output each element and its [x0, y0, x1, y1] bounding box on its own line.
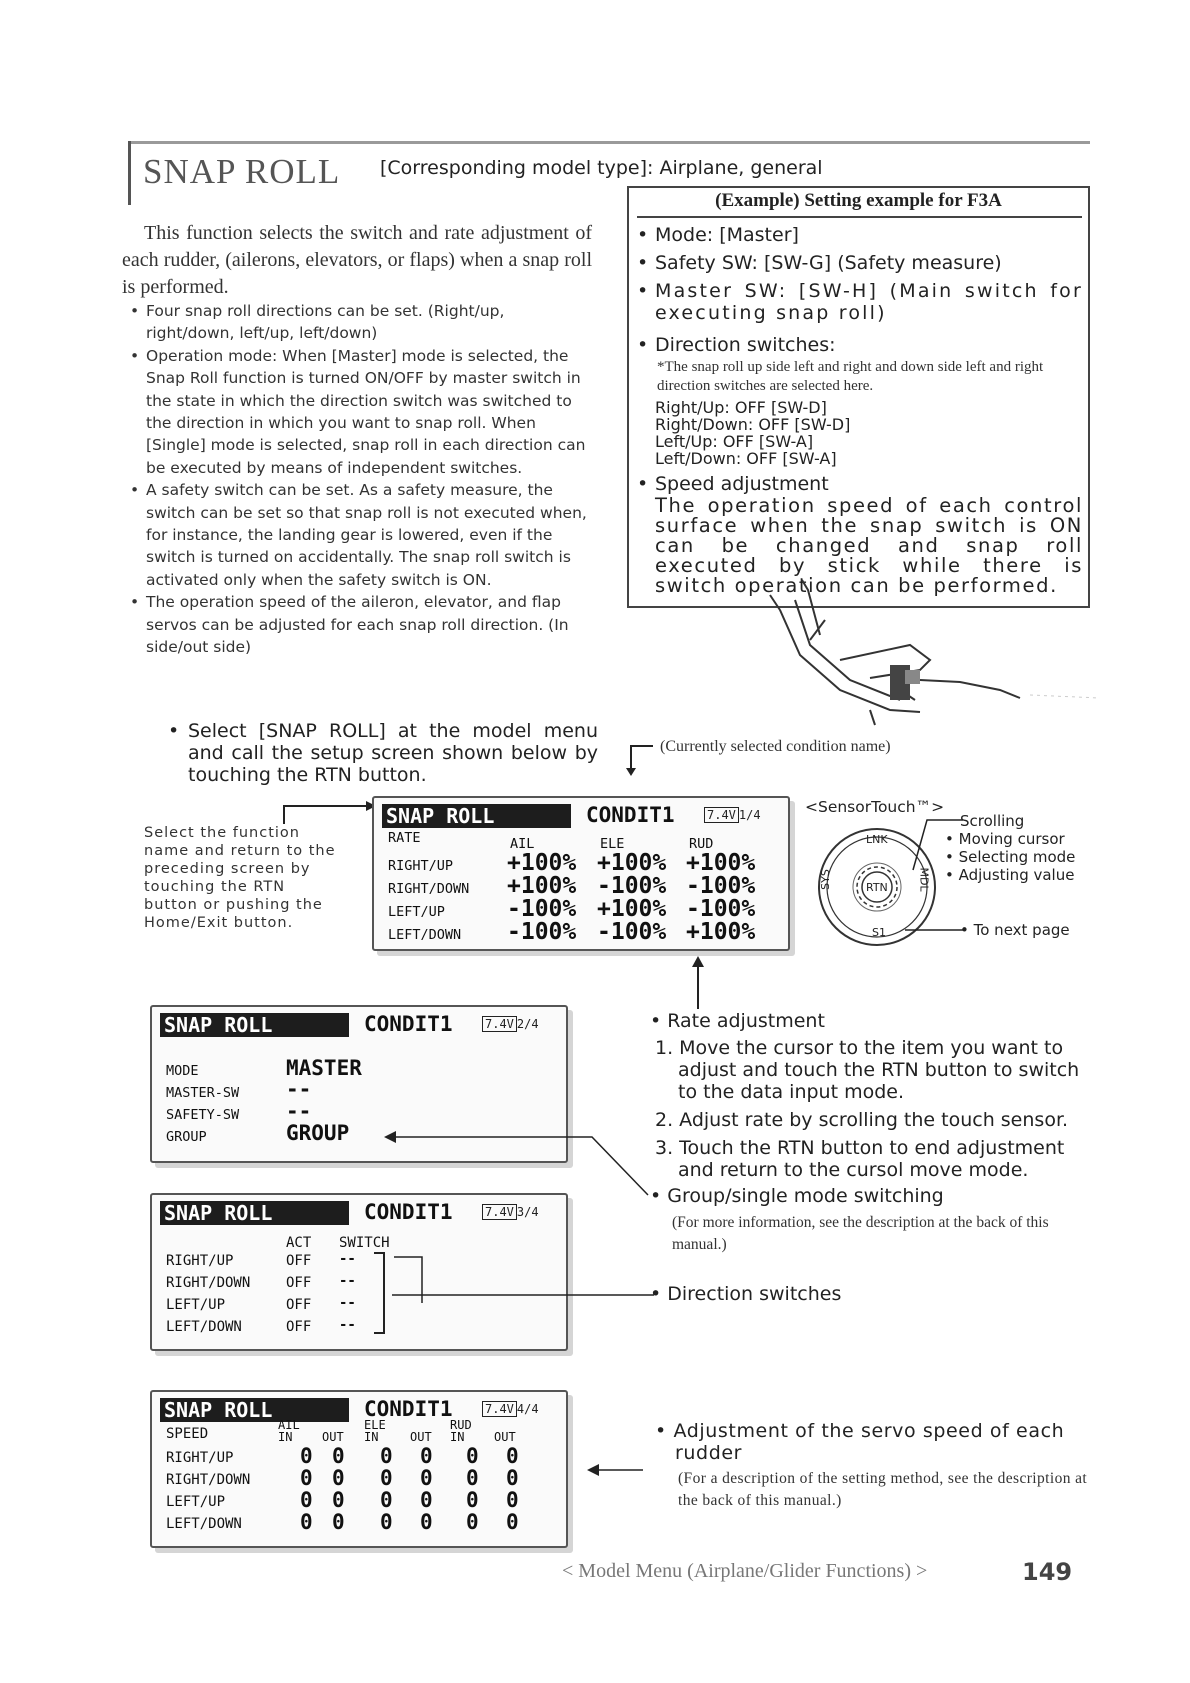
- scroll-item: • Moving cursor: [945, 830, 1065, 848]
- sys-key[interactable]: SYS: [818, 869, 832, 890]
- row-label: SAFETY-SW: [166, 1107, 240, 1123]
- direction-arrow: [392, 1255, 657, 1305]
- row-label: LEFT/DOWN: [388, 927, 462, 943]
- speed-value[interactable]: 0: [380, 1466, 393, 1490]
- rate-value[interactable]: +100%: [507, 873, 577, 899]
- in-header: IN: [278, 1430, 293, 1444]
- intro-lead: This function selects the switch and rate adjustment of each rudder, (ailerons, elevators, or flaps) when a snap roll is performed.: [122, 222, 592, 298]
- screen-title: SNAP ROLL: [160, 1201, 349, 1225]
- speed-value[interactable]: 0: [466, 1444, 479, 1468]
- rate-adjust-text: Rate adjustment: [667, 1010, 825, 1032]
- in-header: IN: [364, 1430, 379, 1444]
- rate-value[interactable]: +100%: [507, 850, 577, 876]
- switch-value[interactable]: --: [339, 1273, 356, 1289]
- footer-section: < Model Menu (Airplane/Glider Functions) >: [562, 1560, 928, 1582]
- row-label: LEFT/DOWN: [166, 1516, 242, 1532]
- out-header: OUT: [494, 1430, 516, 1444]
- example-dir-line: Left/Up: OFF [SW-A]: [655, 432, 814, 451]
- rate-value[interactable]: -100%: [507, 919, 577, 945]
- example-box: [627, 186, 1090, 608]
- example-dir-line: Left/Down: OFF [SW-A]: [655, 449, 837, 468]
- rate-value[interactable]: -100%: [597, 919, 667, 945]
- speed-value[interactable]: 0: [420, 1466, 433, 1490]
- s1-key[interactable]: S1: [872, 926, 886, 939]
- cond-name-note: (Currently selected condition name): [660, 738, 891, 755]
- rate-value[interactable]: -100%: [507, 896, 577, 922]
- lnk-key[interactable]: LNK: [866, 833, 888, 846]
- servo-note: (For a description of the setting method, see the description at the back of this manual.): [678, 1470, 1088, 1509]
- battery-indicator: [482, 1017, 539, 1031]
- scrolling-label: Scrolling: [960, 812, 1025, 830]
- col-header: AIL: [510, 836, 535, 852]
- scroll-item: • Adjusting value: [945, 866, 1075, 884]
- example-direction: • Direction switches:: [637, 334, 1083, 356]
- example-safety: • Safety SW: [SW-G] (Safety measure): [637, 252, 1083, 274]
- speed-value[interactable]: 0: [300, 1488, 313, 1512]
- switch-value[interactable]: --: [339, 1317, 356, 1333]
- example-title: (Example) Setting example for F3A: [715, 190, 1002, 211]
- rate-value[interactable]: -100%: [597, 873, 667, 899]
- servo-speed-arrow: [585, 1460, 645, 1480]
- rate-value[interactable]: -100%: [686, 896, 756, 922]
- speed-value[interactable]: 0: [506, 1488, 519, 1512]
- row-label: RIGHT/DOWN: [388, 881, 470, 897]
- rtn-key[interactable]: RTN: [866, 881, 888, 894]
- speed-value[interactable]: 0: [506, 1466, 519, 1490]
- page-indicator: 3/4: [516, 1205, 539, 1219]
- next-page-line: [905, 920, 965, 940]
- bullet-item: • A safety switch can be set. As a safety measure, the switch can be set so that snap roll is not executed when, for instance, the landing gear is lowered, even if the switch is turned on accidentally. The snap roll switch is activated only when the safety switch is ON.: [128, 479, 590, 591]
- rate-value[interactable]: -100%: [686, 873, 756, 899]
- master-sw-value[interactable]: --: [286, 1077, 312, 1101]
- servo-speed-note: • Adjustment of the servo speed of each rudder: [655, 1420, 1065, 1464]
- speed-value[interactable]: 0: [332, 1444, 345, 1468]
- speed-value[interactable]: 0: [420, 1510, 433, 1534]
- screen-title: SNAP ROLL: [160, 1013, 349, 1037]
- speed-value[interactable]: 0: [380, 1488, 393, 1512]
- act-value[interactable]: OFF: [286, 1253, 312, 1269]
- rate-value[interactable]: +100%: [597, 850, 667, 876]
- select-function-note: [144, 824, 344, 932]
- row-label: LEFT/DOWN: [166, 1319, 242, 1335]
- switch-value[interactable]: --: [339, 1295, 356, 1311]
- select-function-text: Select the function name and return to the preceding screen by touching the RTN button or pushing the Home/Exit button.: [144, 825, 336, 931]
- next-page-note: • To next page: [960, 921, 1070, 939]
- speed-value[interactable]: 0: [420, 1444, 433, 1468]
- speed-label: SPEED: [166, 1426, 209, 1442]
- row-label: RIGHT/DOWN: [166, 1472, 251, 1488]
- page-indicator: 1/4: [738, 808, 761, 822]
- function-arrow: [280, 798, 380, 828]
- feature-bullets: [128, 300, 590, 659]
- rate-value[interactable]: +100%: [597, 896, 667, 922]
- scroll-item-text: Adjusting value: [958, 866, 1075, 884]
- intro-text: [122, 220, 592, 301]
- scroll-item-text: Moving cursor: [958, 830, 1065, 848]
- switch-bracket: [374, 1251, 394, 1336]
- out-header: OUT: [322, 1430, 344, 1444]
- page-indicator: 2/4: [516, 1017, 539, 1031]
- battery-indicator: [482, 1205, 539, 1219]
- rate-step: 1. Move the cursor to the item you want to adjust and touch the RTN button to switch to the data input mode.: [655, 1037, 1080, 1103]
- act-value[interactable]: OFF: [286, 1297, 312, 1313]
- example-master: • Master SW: [SW-H] (Main switch for executing snap roll): [637, 280, 1083, 324]
- rate-label: RATE: [388, 830, 421, 846]
- direction-switches-note: • Direction switches: [650, 1283, 842, 1305]
- row-label: RIGHT/UP: [166, 1450, 234, 1466]
- row-label: RIGHT/DOWN: [166, 1275, 251, 1291]
- speed-value[interactable]: 0: [466, 1466, 479, 1490]
- bullet-item: • Operation mode: When [Master] mode is selected, the Snap Roll function is turned ON/OFF by master switch in the state in which the direction switch was switched to the direction in which you want to snap roll. When [Single] mode is selected, snap roll in each direction can be executed by means of independent switches.: [128, 345, 590, 479]
- speed-value[interactable]: 0: [466, 1488, 479, 1512]
- model-type-text: [Corresponding model type]: Airplane, general: [380, 157, 823, 179]
- example-speed: • Speed adjustment: [637, 473, 1083, 495]
- rate-value[interactable]: +100%: [686, 919, 756, 945]
- scroll-items: [945, 830, 1075, 884]
- safety-sw-value[interactable]: --: [286, 1099, 312, 1123]
- speed-value[interactable]: 0: [380, 1510, 393, 1534]
- scroll-item: • Selecting mode: [945, 848, 1076, 866]
- row-label: MODE: [166, 1063, 199, 1079]
- example-dir-line: Right/Down: OFF [SW-D]: [655, 415, 851, 434]
- group-note: (For more information, see the description at the back of this manual.): [672, 1214, 1049, 1253]
- next-page-text: To next page: [973, 921, 1070, 939]
- col-header: SWITCH: [339, 1235, 390, 1251]
- condition-name: CONDIT1: [364, 1397, 453, 1421]
- rate-adjust-note: • Rate adjustment: [650, 1010, 825, 1032]
- rate-step: 2. Adjust rate by scrolling the touch sensor.: [655, 1109, 1069, 1131]
- rate-arrow: [688, 955, 708, 1010]
- bullet-item: • The operation speed of the aileron, elevator, and flap servos can be adjusted for each snap roll direction. (In side/out side): [128, 591, 590, 658]
- mdl-key[interactable]: MDL: [917, 867, 931, 892]
- group-single-text: Group/single mode switching: [667, 1185, 944, 1207]
- row-label: GROUP: [166, 1129, 207, 1145]
- row-label: LEFT/UP: [166, 1297, 226, 1313]
- row-label: LEFT/UP: [388, 904, 445, 920]
- rate-value[interactable]: +100%: [686, 850, 756, 876]
- speed-value[interactable]: 0: [380, 1444, 393, 1468]
- speed-value[interactable]: 0: [332, 1466, 345, 1490]
- battery-indicator: [482, 1402, 539, 1416]
- scroll-item-text: Selecting mode: [958, 848, 1076, 866]
- example-mode: • Mode: [Master]: [637, 224, 1083, 246]
- airplane-illustration: [740, 570, 1120, 730]
- rate-step: 3. Touch the RTN button to end adjustment and return to the cursol move mode.: [655, 1137, 1065, 1181]
- group-single-note: • Group/single mode switching: [650, 1185, 944, 1207]
- battery-voltage: 7.4V: [482, 1401, 517, 1417]
- row-label: RIGHT/UP: [166, 1253, 234, 1269]
- row-label: RIGHT/UP: [388, 858, 454, 874]
- screen-title: SNAP ROLL: [382, 804, 571, 828]
- speed-value[interactable]: 0: [300, 1444, 313, 1468]
- in-header: IN: [450, 1430, 465, 1444]
- rate-steps: [655, 1037, 1095, 1181]
- battery-indicator: [704, 808, 761, 822]
- group-header: RUD: [450, 1418, 472, 1432]
- speed-value[interactable]: 0: [420, 1488, 433, 1512]
- speed-value[interactable]: 0: [466, 1510, 479, 1534]
- speed-value[interactable]: 0: [300, 1466, 313, 1490]
- condition-name: CONDIT1: [364, 1200, 453, 1224]
- switch-value[interactable]: --: [339, 1251, 356, 1267]
- out-header: OUT: [410, 1430, 432, 1444]
- page-number: 149: [1022, 1558, 1073, 1586]
- row-label: MASTER-SW: [166, 1085, 240, 1101]
- direction-switches-text: Direction switches: [667, 1283, 842, 1305]
- act-value[interactable]: OFF: [286, 1319, 312, 1335]
- speed-value[interactable]: 0: [332, 1488, 345, 1512]
- example-speed-desc: The operation speed of each control surface when the snap switch is ON can be changed and snap roll executed by stick while there is switch operation can be performed.: [655, 494, 1083, 597]
- condition-name: CONDIT1: [586, 803, 675, 827]
- battery-voltage: 7.4V: [482, 1204, 517, 1220]
- col-header: ACT: [286, 1235, 312, 1251]
- speed-value[interactable]: 0: [332, 1510, 345, 1534]
- col-header: ELE: [600, 836, 625, 852]
- group-header: ELE: [364, 1418, 386, 1432]
- col-header: RUD: [689, 836, 714, 852]
- group-value[interactable]: GROUP: [286, 1121, 350, 1145]
- group-header: AIL: [278, 1418, 300, 1432]
- bullet-item: • Four snap roll directions can be set. (Right/up, right/down, left/up, left/down): [128, 300, 590, 345]
- example-direction-note: *The snap roll up side left and right and down side left and right direction switches are selected here.: [657, 359, 1044, 394]
- title-bar-accent: [128, 141, 131, 205]
- header-rule: [128, 141, 1090, 144]
- example-dir-line: Right/Up: OFF [SW-D]: [655, 398, 827, 417]
- row-label: LEFT/UP: [166, 1494, 226, 1510]
- screen-title: SNAP ROLL: [160, 1398, 349, 1422]
- page-title: SNAP ROLL: [143, 152, 341, 191]
- speed-value[interactable]: 0: [506, 1444, 519, 1468]
- select-instruction: • Select [SNAP ROLL] at the model menu and call the setup screen shown below by touching the RTN button.: [168, 720, 598, 786]
- lcd-screen-rate: [372, 796, 790, 951]
- group-arrow: [382, 1125, 657, 1200]
- condition-name: CONDIT1: [364, 1012, 453, 1036]
- battery-voltage: 7.4V: [482, 1016, 517, 1032]
- act-value[interactable]: OFF: [286, 1275, 312, 1291]
- servo-speed-text: Adjustment of the servo speed of each rudder: [673, 1420, 1065, 1464]
- battery-voltage: 7.4V: [704, 807, 739, 823]
- example-title-rule: [637, 216, 1082, 218]
- speed-value[interactable]: 0: [300, 1510, 313, 1534]
- cond-arrow: [625, 738, 655, 778]
- sensor-touch-label: <SensorTouch™>: [805, 798, 945, 816]
- page-indicator: 4/4: [516, 1402, 539, 1416]
- speed-value[interactable]: 0: [506, 1510, 519, 1534]
- lcd-screen-speed: [150, 1390, 568, 1548]
- mode-value[interactable]: MASTER: [286, 1056, 362, 1080]
